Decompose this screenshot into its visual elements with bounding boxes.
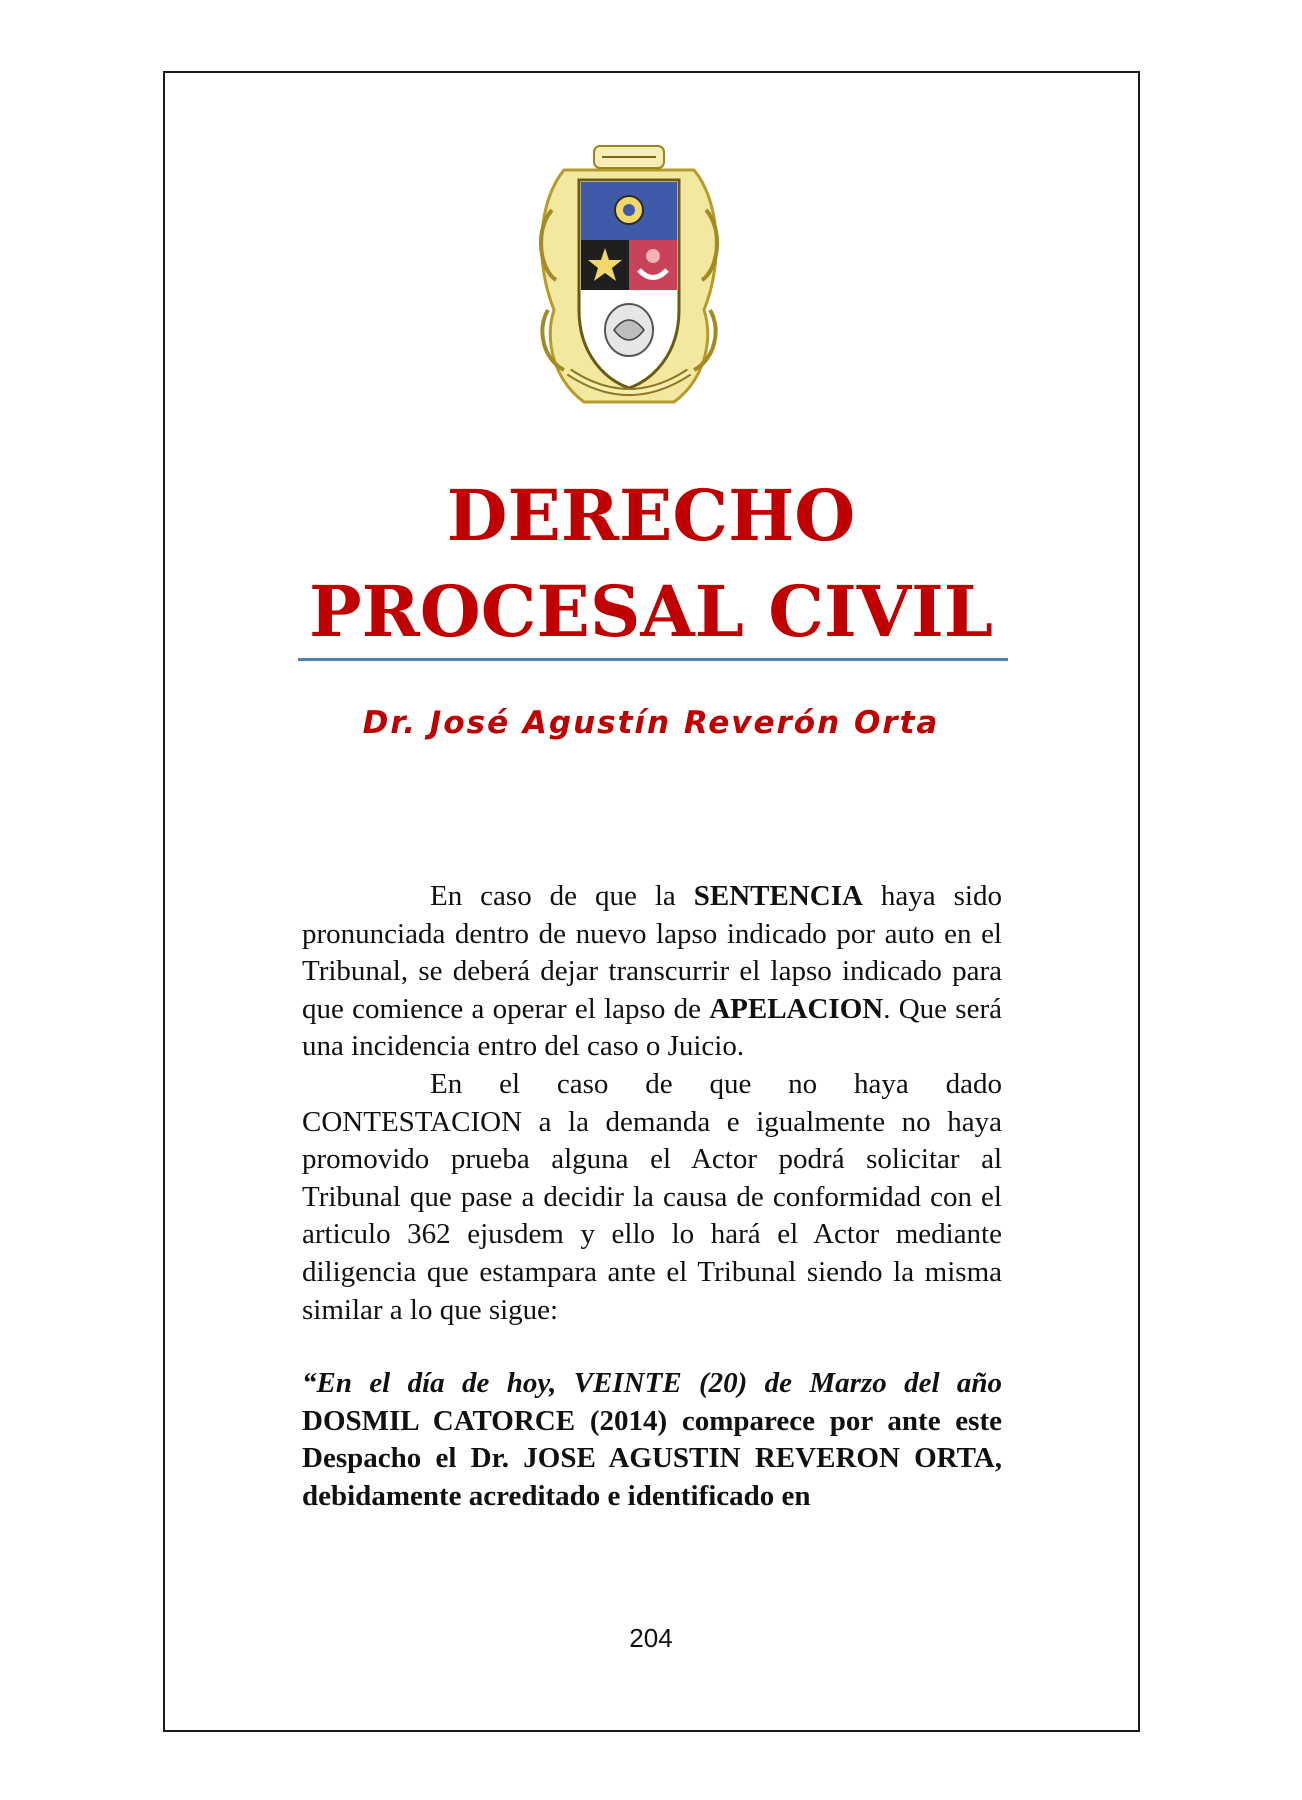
title-line-1: DERECHO xyxy=(446,474,856,557)
quoted-diligencia: “En el día de hoy, VEINTE (20) de Marzo del año DOSMIL CATORCE (2014) comparece por ante este Despacho el Dr. JOSE AGUSTIN REVERON ORTA, debidamente acreditado e identificado en xyxy=(302,1367,1002,1512)
paragraph-contestacion: En el caso de que no haya dado CONTESTACION a la demanda e igualmente no haya promovido prueba alguna el Actor podrá solicitar al Tribunal que pase a decidir la causa de conformidad con el articulo 362 ejusdem y ello lo hará el Actor mediante diligencia que estampara ante el Tribunal siendo la misma similar a lo que sigue: xyxy=(302,1067,1002,1326)
title-divider xyxy=(298,658,1008,661)
term-apelacion: APELACION xyxy=(709,992,884,1025)
page-number: 204 xyxy=(629,1623,673,1653)
body-text xyxy=(302,878,1002,1516)
document-title xyxy=(200,468,1102,660)
paragraph-sentencia: En caso de que la SENTENCIA haya sido pronunciada dentro de nuevo lapso indicado por auto en el Tribunal, se deberá dejar transcurrir el lapso indicado para que comience a operar el lapso de APELACION. Que será una incidencia entro del caso o Juicio. xyxy=(302,880,1002,1063)
university-seal-logo xyxy=(534,140,724,420)
author-name: Dr. José Agustín Reverón Orta xyxy=(362,705,940,741)
title-line-2: PROCESAL CIVIL xyxy=(308,570,994,653)
term-sentencia: SENTENCIA xyxy=(693,880,863,912)
